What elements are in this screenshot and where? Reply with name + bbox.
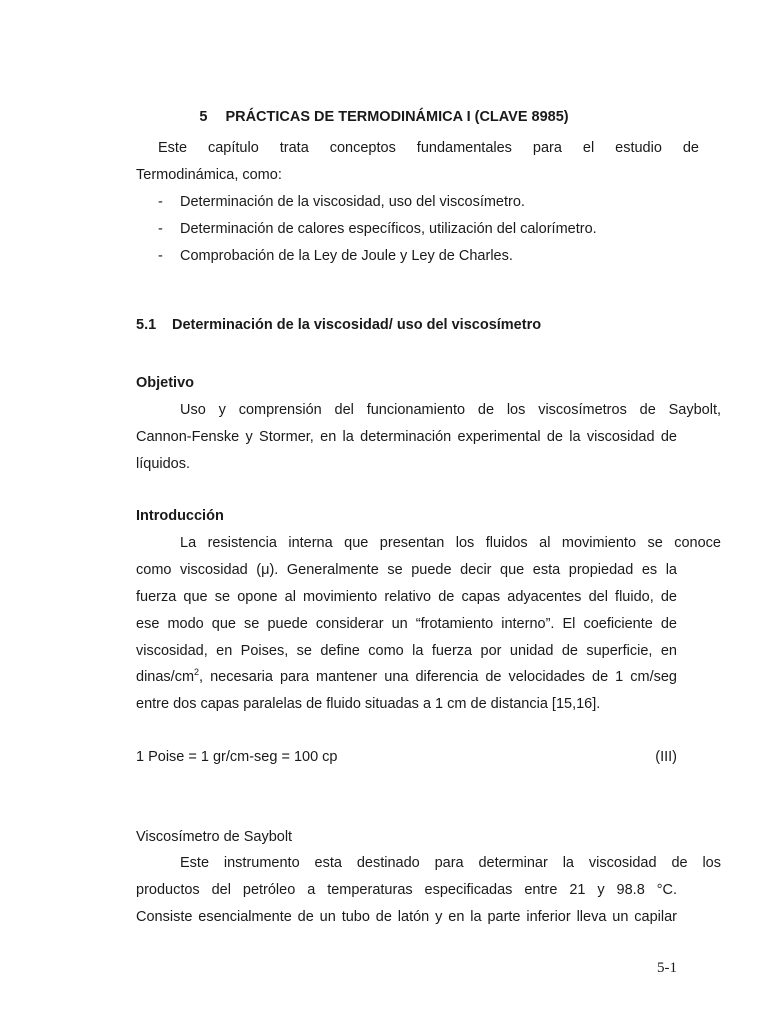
- saybolt-line-1: Este instrumento esta destinado para determinar la viscosidad de los: [180, 855, 721, 871]
- bullet-text: Determinación de calores específicos, utilización del calorímetro.: [180, 221, 597, 237]
- intro-line-1: Este capítulo trata conceptos fundamentales para el estudio de: [158, 140, 699, 156]
- introduccion-line-4: ese modo que se puede considerar un “frotamiento interno”. El coeficiente de: [136, 616, 677, 632]
- introduccion-line-2: como viscosidad (μ). Generalmente se puede decir que esta propiedad es la: [136, 562, 677, 578]
- introduccion-heading: Introducción: [136, 508, 224, 524]
- introduccion-line-1: La resistencia interna que presentan los fluidos al movimiento se conoce: [180, 535, 721, 551]
- bullet-item-2: [158, 220, 597, 238]
- introduccion-line-5: viscosidad, en Poises, se define como la fuerza por unidad de superficie, en: [136, 643, 677, 659]
- superscript: 2: [194, 667, 200, 678]
- section-number: 5.1: [136, 317, 157, 333]
- equation-label: (III): [655, 749, 677, 765]
- bullet-text: Comprobación de la Ley de Joule y Ley de Charles.: [180, 248, 513, 264]
- bullet-dash: -: [158, 221, 163, 237]
- bullet-dash: -: [158, 194, 163, 210]
- section-heading: [136, 316, 677, 334]
- objetivo-line-3: líquidos.: [136, 456, 191, 472]
- objetivo-line-1: Uso y comprensión del funcionamiento de los viscosímetros de Saybolt,: [180, 402, 721, 418]
- saybolt-heading: Viscosímetro de Saybolt: [136, 829, 293, 845]
- chapter-title: [0, 108, 768, 126]
- introduccion-line-7: entre dos capas paralelas de fluido situadas a 1 cm de distancia [15,16].: [136, 696, 601, 712]
- page-number: 5-1: [657, 960, 677, 976]
- saybolt-line-2: productos del petróleo a temperaturas especificadas entre 21 y 98.8 °C.: [136, 882, 677, 898]
- bullet-item-1: [158, 193, 525, 211]
- objetivo-line-2: Cannon-Fenske y Stormer, en la determinación experimental de la viscosidad de: [136, 429, 677, 445]
- equation-text: 1 Poise = 1 gr/cm-seg = 100 cp: [136, 749, 338, 765]
- intro-line-2: Termodinámica, como:: [136, 167, 282, 183]
- bullet-dash: -: [158, 248, 163, 264]
- section-title: Determinación de la viscosidad/ uso del viscosímetro: [172, 317, 542, 333]
- introduccion-line-3: fuerza que se opone al movimiento relativo de capas adyacentes del fluido, de: [136, 589, 677, 605]
- saybolt-line-3: Consiste esencialmente de un tubo de latón y en la parte inferior lleva un capilar: [136, 909, 677, 925]
- introduccion-line-6-lead: [136, 668, 677, 686]
- chapter-title-text: PRÁCTICAS DE TERMODINÁMICA I (CLAVE 8985): [225, 109, 569, 125]
- units-text: dinas/cm: [136, 669, 195, 685]
- chapter-number: 5: [199, 109, 208, 125]
- equation-row: [136, 748, 677, 766]
- bullet-text: Determinación de la viscosidad, uso del viscosímetro.: [180, 194, 525, 210]
- objetivo-heading: Objetivo: [136, 375, 195, 391]
- introduccion-line-6-rest: , necesaria para mantener una diferencia de velocidades de 1 cm/seg: [199, 669, 677, 685]
- bullet-item-3: [158, 247, 513, 265]
- introduccion-line-6: [136, 668, 677, 686]
